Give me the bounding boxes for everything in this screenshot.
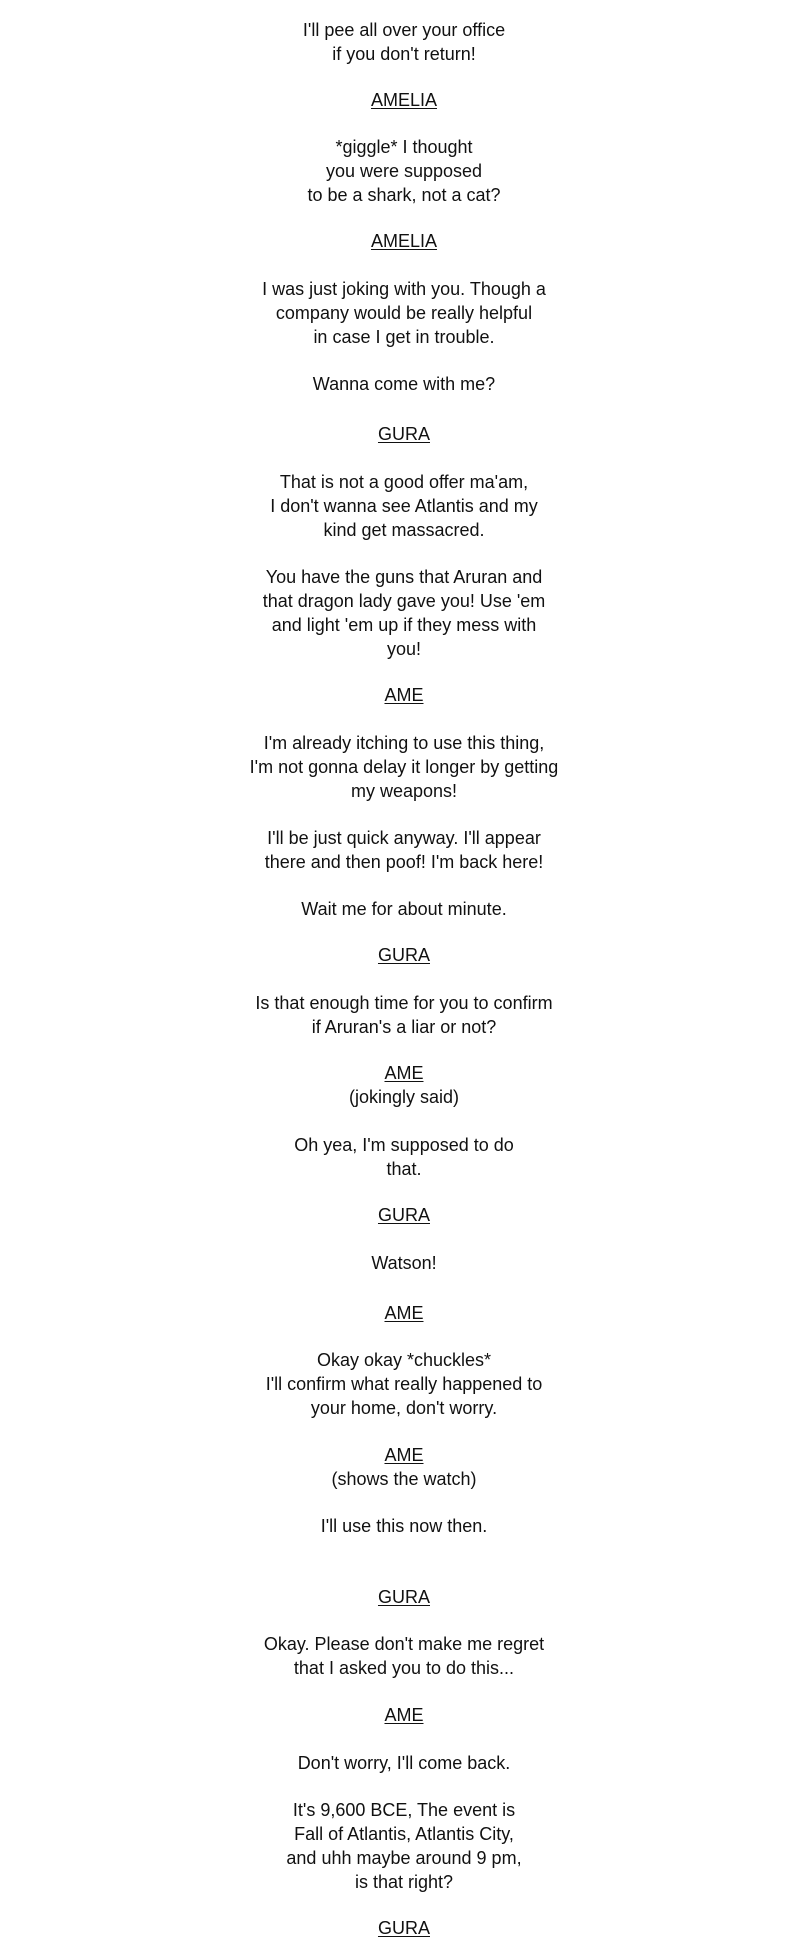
dialogue-line: Is that enough time for you to confirm [255,993,553,1013]
dialogue-line: that I asked you to do this... [293,1658,515,1678]
speaker-name: AME [384,1445,424,1465]
dialogue-line: is that right? [354,1872,454,1892]
dialogue-line: if Aruran's a liar or not? [311,1017,497,1037]
dialogue-line: there and then poof! I'm back here! [264,852,544,872]
speaker-name: AMELIA [370,231,438,251]
dialogue-line: that dragon lady gave you! Use 'em [262,591,546,611]
speaker-name: GURA [377,1205,430,1225]
dialogue-line: I don't wanna see Atlantis and my [270,496,538,516]
dialogue-line: I'll pee all over your office [302,20,506,40]
dialogue-line: I'll be just quick anyway. I'll appear [267,828,541,848]
dialogue-line: Okay okay *chuckles* [316,1350,492,1370]
dialogue-line: Wait me for about minute. [301,899,507,919]
speaker-name: AME [384,1063,424,1083]
dialogue-line: kind get massacred. [323,520,485,540]
speaker-name: AMELIA [370,90,438,110]
dialogue-line: my weapons! [350,781,458,801]
dialogue-line: Wanna come with me? [312,374,496,394]
dialogue-line: I'll use this now then. [320,1516,488,1536]
dialogue-line: (jokingly said) [348,1087,460,1107]
dialogue-line: that. [386,1159,422,1179]
dialogue-line: Oh yea, I'm supposed to do [294,1135,514,1155]
dialogue-line: *giggle* I thought [335,137,473,157]
speaker-name: AME [384,1303,424,1323]
dialogue-line: I'll confirm what really happened to [265,1374,543,1394]
dialogue-line: I'm already itching to use this thing, [263,733,545,753]
speaker-name: GURA [377,945,430,965]
speaker-name: AME [384,685,424,705]
dialogue-line: Okay. Please don't make me regret [263,1634,545,1654]
dialogue-line: Watson! [371,1253,437,1273]
speaker-name: GURA [377,1587,430,1607]
speaker-name: GURA [377,424,430,444]
dialogue-line: Fall of Atlantis, Atlantis City, [294,1824,514,1844]
dialogue-line: company would be really helpful [275,303,533,323]
dialogue-line: to be a shark, not a cat? [307,185,501,205]
dialogue-line: That is not a good offer ma'am, [279,472,529,492]
dialogue-line: I'm not gonna delay it longer by getting [249,757,559,777]
dialogue-line: and uhh maybe around 9 pm, [286,1848,522,1868]
speaker-name: AME [384,1705,424,1725]
speaker-name: GURA [377,1918,430,1938]
dialogue-line: in case I get in trouble. [313,327,495,347]
dialogue-line: if you don't return! [332,44,476,64]
dialogue-line: I was just joking with you. Though a [262,279,546,299]
dialogue-line: You have the guns that Aruran and [265,567,543,587]
dialogue-line: (shows the watch) [331,1469,477,1489]
dialogue-line: and light 'em up if they mess with [271,615,537,635]
dialogue-line: you were supposed [325,161,483,181]
dialogue-line: your home, don't worry. [310,1398,498,1418]
dialogue-line: It's 9,600 BCE, The event is [292,1800,516,1820]
dialogue-line: you! [386,639,422,659]
dialogue-line: Don't worry, I'll come back. [297,1753,511,1773]
